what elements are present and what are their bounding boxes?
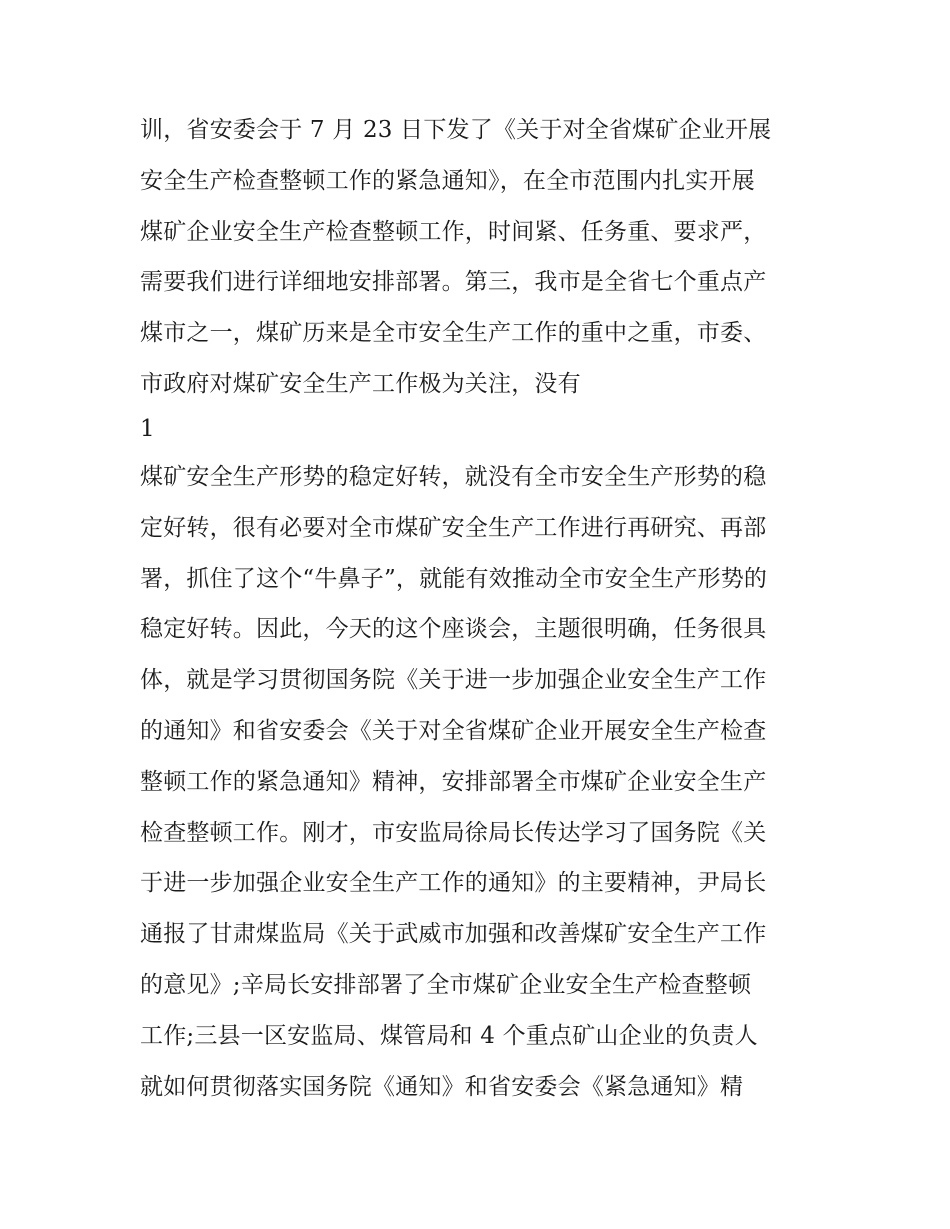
text-line: 煤矿企业安全生产检查整顿工作，时间紧、任务重、要求严， bbox=[140, 218, 767, 245]
page-number: 1 bbox=[140, 416, 155, 442]
text-line: 稳定好转。因此，今天的这个座谈会，主题很明确，任务很具 bbox=[140, 616, 767, 643]
text-line: 通报了甘肃煤监局《关于武威市加强和改善煤矿安全生产工作 bbox=[140, 921, 767, 948]
text-line: 的通知》和省安委会《关于对全省煤矿企业开展安全生产检查 bbox=[140, 717, 767, 744]
text-line: 工作;三县一区安监局、煤管局和 4 个重点矿山企业的负责人 bbox=[140, 1022, 758, 1049]
text-line: 署，抓住了这个“牛鼻子”，就能有效推动全市安全生产形势的 bbox=[140, 565, 768, 592]
text-line: 的意见》;辛局长安排部署了全市煤矿企业安全生产检查整顿 bbox=[140, 971, 752, 998]
paragraph-bottom bbox=[140, 452, 830, 1112]
text-line: 需要我们进行详细地安排部署。第三，我市是全省七个重点产 bbox=[140, 269, 767, 296]
text-line: 市政府对煤矿安全生产工作极为关注，没有 bbox=[140, 370, 581, 397]
text-line: 煤矿安全生产形势的稳定好转，就没有全市安全生产形势的稳 bbox=[140, 464, 767, 490]
text-line: 安全生产检查整顿工作的紧急通知》，在全市范围内扎实开展 bbox=[140, 167, 755, 194]
text-line: 训，省安委会于 7 月 23 日下发了《关于对全省煤矿企业开展 bbox=[140, 117, 772, 143]
paragraph-top bbox=[140, 105, 830, 410]
text-line: 定好转，很有必要对全市煤矿安全生产工作进行再研究、再部 bbox=[140, 514, 767, 541]
text-line: 就如何贯彻落实国务院《通知》和省安委会《紧急通知》精 bbox=[140, 1073, 744, 1100]
text-line: 于进一步加强企业安全生产工作的通知》的主要精神，尹局长 bbox=[140, 870, 767, 897]
text-line: 体，就是学习贯彻国务院《关于进一步加强企业安全生产工作 bbox=[140, 667, 767, 694]
text-line: 整顿工作的紧急通知》精神，安排部署全市煤矿企业安全生产 bbox=[140, 768, 767, 795]
text-line: 煤市之一，煤矿历来是全市安全生产工作的重中之重，市委、 bbox=[140, 320, 767, 347]
text-line: 检查整顿工作。刚才，市安监局徐局长传达学习了国务院《关 bbox=[140, 819, 767, 846]
